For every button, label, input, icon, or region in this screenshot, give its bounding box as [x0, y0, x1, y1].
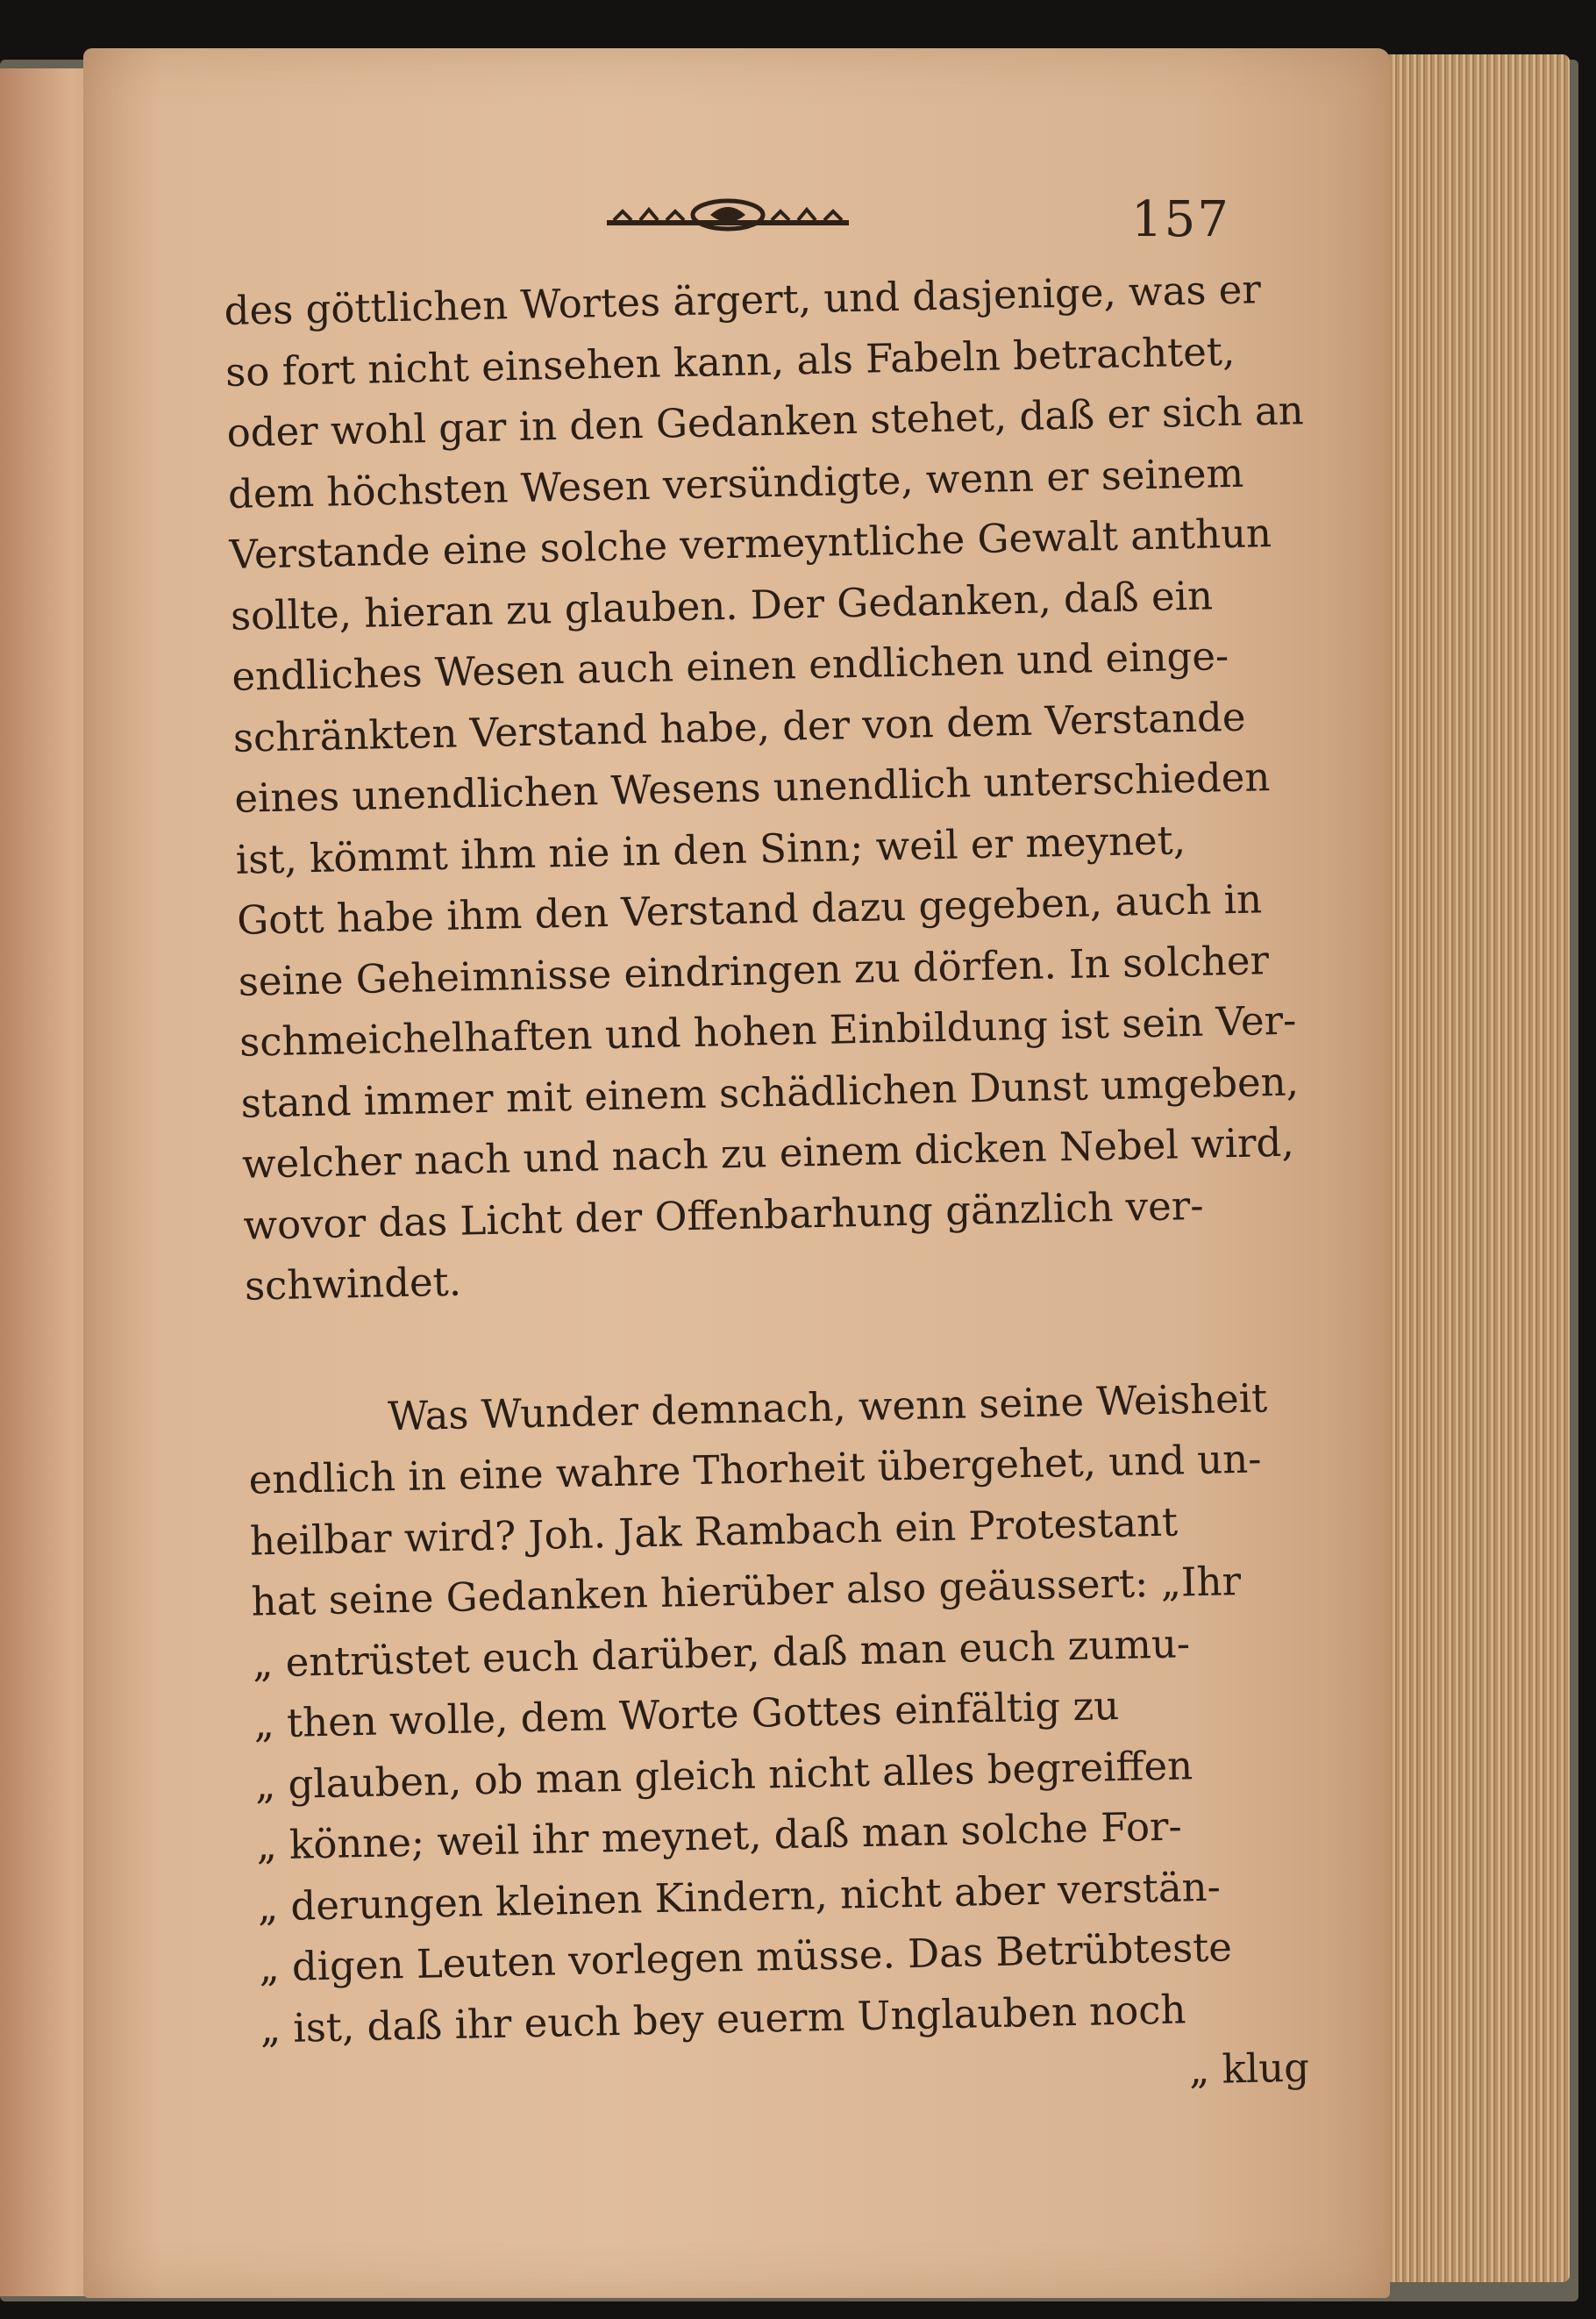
text-line: sollte, hieran zu glauben. Der Gedanken, daß ein — [230, 571, 1214, 639]
text-line: „ glauben, ob man gleich nicht alles begreiffen — [254, 1741, 1193, 1809]
text-line: ist, kömmt ihm nie in den Sinn; weil er meynet, — [235, 816, 1186, 883]
text-line: schwindet. — [244, 1258, 462, 1309]
text-line: oder wohl gar in den Gedanken stehet, daß er sich an — [226, 387, 1305, 456]
text-line: endlich in eine wahre Thorheit übergehet, und un- — [248, 1435, 1262, 1503]
text-line: Gott habe ihm den Verstand dazu gegeben, auch in — [236, 875, 1263, 944]
text-line: hat seine Gedanken hierüber also geäussert: „Ihr — [250, 1558, 1242, 1625]
text-line: schmeichelhaften und hohen Einbildung ist sein Ver- — [239, 996, 1297, 1066]
text-line: stand immer mit einem schädlichen Dunst umgeben, — [240, 1058, 1300, 1127]
text-line: „ then wolle, dem Worte Gottes einfältig zu — [253, 1681, 1120, 1747]
text-line: des göttlichen Wortes ärgert, und dasjenige, was er — [224, 266, 1262, 334]
text-line: „ digen Leuten vorlegen müsse. Das Betrübteste — [258, 1923, 1233, 1991]
text-line: „ entrüstet euch darüber, daß man euch zumu- — [252, 1619, 1191, 1687]
text-line: so fort nicht einsehen kann, als Fabeln betrachtet, — [224, 327, 1236, 396]
text-line: „ könne; weil ihr meynet, daß man solche For- — [255, 1802, 1183, 1869]
text-line: Was Wunder demnach, wenn seine Weisheit — [387, 1374, 1268, 1439]
text-line: wovor das Licht der Offenbarhung gänzlich ver- — [243, 1181, 1204, 1249]
text-line: „ derungen kleinen Kindern, nicht aber verstän- — [257, 1863, 1222, 1930]
text-line: schränkten Verstand habe, der von dem Verstande — [232, 693, 1246, 761]
text-line: seine Geheimnisse eindringen zu dörfen. In solcher — [238, 936, 1270, 1005]
text-line: eines unendlichen Wesens unendlich unterschieden — [233, 753, 1271, 822]
text-line: Verstande eine solche vermeyntliche Gewalt anthun — [228, 510, 1272, 578]
text-line: heilbar wird? Joh. Jak Rambach ein Protestant — [249, 1498, 1179, 1565]
text-line: welcher nach und nach zu einem dicken Nebel wird, — [241, 1118, 1295, 1188]
text-line: endliches Wesen auch einen endlichen und einge- — [231, 632, 1229, 700]
decorative-headpiece-icon — [605, 197, 851, 234]
page-number: 157 — [1131, 191, 1230, 248]
body-text — [224, 259, 1310, 2120]
text-line: „ ist, daß ihr euch bey euerm Unglauben noch — [260, 1985, 1186, 2052]
text-line: dem höchsten Wesen versündigte, wenn er seinem — [227, 449, 1244, 517]
catchword: „ klug — [1188, 2044, 1310, 2094]
